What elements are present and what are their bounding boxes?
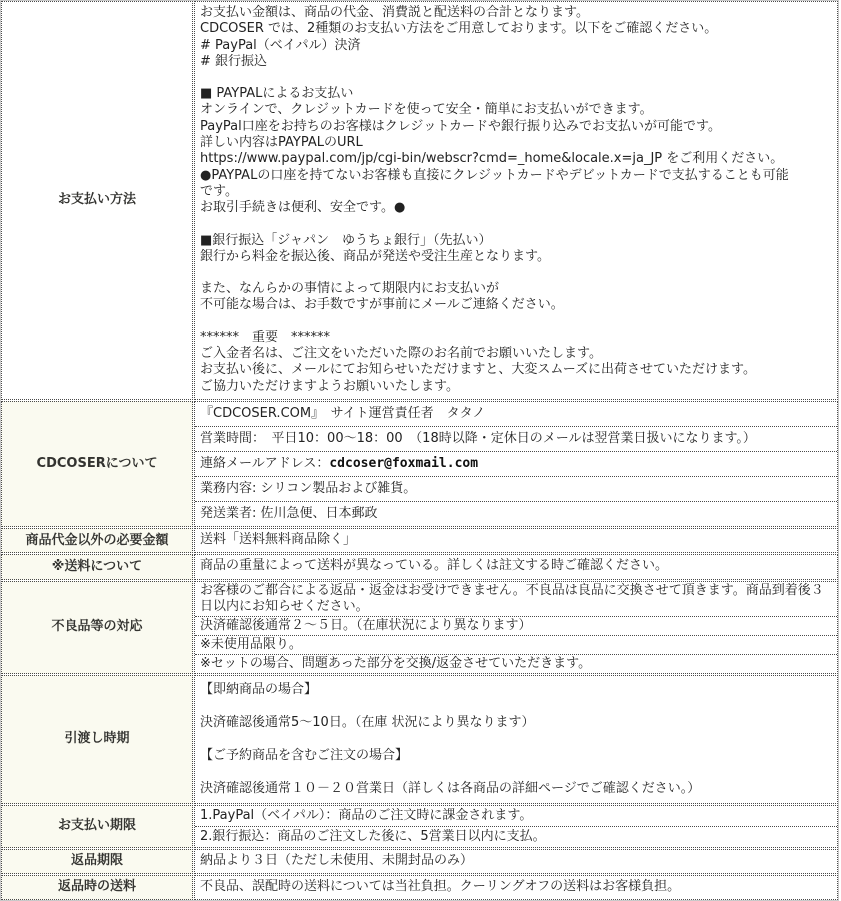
text-line: お支払い後に、メールにてお知らせいただけますと、大変スムーズに出荷させていただけます。 (200, 362, 757, 378)
section-header-cell: CDCOSERについて (1, 401, 193, 527)
sub-row: 1.PayPal（ベイパル）：商品のご注文時に課金されます。 (200, 807, 533, 823)
section-row (1, 675, 838, 804)
text-line: 【即納商品の場合】 (200, 681, 318, 697)
sub-row: ※セットの場合、問題あった部分を交換/返金させていただきます。 (195, 654, 837, 673)
contact-email-text: cdcoser@foxmail.com (329, 455, 479, 471)
sub-row: 業務内容: シリコン製品および雑貨。 (195, 476, 837, 501)
text-line (200, 217, 832, 233)
section-content-cell (194, 675, 838, 804)
text-line: # PayPal（ベイパル）決済 (200, 37, 361, 53)
section-header-cell: ※送料について (1, 554, 193, 579)
section-header-cell: お支払い期限 (1, 805, 193, 848)
text-line (200, 731, 832, 747)
sub-row: ※未使用品限り。 (195, 635, 837, 654)
text-line (200, 265, 832, 281)
paypal-url-text: https://www.paypal.com/jp/cgi-bin/webscr?cmd=_home&locale.x=ja_JP をご利用ください。 (200, 151, 784, 167)
section-header-cell: お支払い方法 (1, 1, 193, 400)
text-line: お支払い金額は、商品の代金、消費説と配送料の合計となります。 (200, 5, 589, 20)
section-row (1, 528, 838, 553)
sub-row: 決済確認後通常２～５日。（在庫状況により異なります） (195, 616, 837, 635)
section-content-cell (194, 849, 838, 874)
text-line: ****** 重要 ****** (200, 329, 331, 345)
text-line: です。 (200, 183, 238, 199)
text-line: ■ PAYPALによるお支払い (200, 86, 354, 102)
section-content-cell (194, 1, 838, 400)
section-header-cell: 引渡し時期 (1, 675, 193, 804)
text-line: 不良品、誤配時の送料については当社負担。クーリングオフの送料はお客様負担。 (200, 878, 681, 894)
text-line: 銀行から料金を振込後、商品が発送や受注生産となります。 (200, 248, 550, 264)
text-line: CDCOSER では、2種類のお支払い方法をご用意しております。以下をご確認ください。 (200, 21, 718, 37)
section-content-cell (194, 875, 838, 900)
section-header-cell: 返品時の送料 (1, 875, 193, 900)
text-line (200, 764, 832, 780)
section-header-cell: 不良品等の対応 (1, 581, 193, 674)
sub-row: 『CDCOSER.COM』 サイト運営責任者 タタノ (200, 405, 486, 421)
text-line: 不可能な場合は、お手数ですが事前にメールご連絡ください。 (200, 297, 564, 313)
section-row (1, 581, 838, 674)
sub-row: お客様のご都合による返品・返金はお受けできません。不良品は良品に交換させて頂きます。商品到着後３日以内にお知らせください。 (200, 582, 824, 614)
contact-email-label: 連絡メールアドレス： (200, 455, 330, 471)
text-line: # 銀行振込 (200, 53, 268, 69)
text-line: ご協力いただけますようお願いいたします。 (200, 378, 459, 394)
section-header-cell: 返品期限 (1, 849, 193, 874)
section-header-cell: 商品代金以外の必要金額 (1, 528, 193, 553)
sub-row: 営業時間： 平日10：00～18：00 （18時以降・定休日のメールは翌営業日扱いになります。） (195, 426, 837, 451)
section-content-cell (194, 581, 838, 674)
text-line: ●PAYPALの口座を持てないお客様も直接にクレジットカードやデビットカードで支払することも可能 (200, 167, 789, 183)
text-line: 【ご予約商品を含むご注文の場合】 (200, 747, 409, 763)
section-row (1, 554, 838, 579)
text-line (200, 70, 832, 86)
section-row (1, 805, 838, 848)
section-row (1, 1, 838, 400)
sub-row: 発送業者: 佐川急便、日本郵政 (195, 501, 837, 526)
text-line: また、なんらかの事情によって期限内にお支払いが (200, 281, 500, 297)
text-line: 納品より３日（ただし未使用、未開封品のみ） (200, 852, 474, 868)
text-line: 決済確認後通常１０－２０営業日（詳しくは各商品の詳細ページでご確認ください。） (200, 780, 701, 796)
text-line: ご入金者名は、ご注文をいただいた際のお名前でお願いいたします。 (200, 346, 602, 362)
text-line (200, 314, 832, 330)
text-line: 決済確認後通常5～10日。（在庫 状況により異なります） (200, 714, 535, 730)
text-line: ■銀行振込「ジャパン ゆうちょ銀行」（先払い） (200, 232, 492, 248)
section-row (1, 401, 838, 527)
section-content-cell (194, 554, 838, 579)
section-row (1, 875, 838, 900)
text-line: 詳しい内容はPAYPALのURL (200, 135, 363, 151)
section-row (1, 849, 838, 874)
text-line: お取引手続きは便利、安全です。● (200, 200, 406, 216)
text-line: オンラインで、クレジットカードを使って安全・簡単にお支払いができます。 (200, 102, 653, 118)
text-line: 送料「送料無料商品除く」 (200, 531, 357, 547)
sub-row (195, 451, 837, 476)
text-line: PayPal口座をお持ちのお客様はクレジットカードや銀行振り込みでお支払いが可能です。 (200, 118, 721, 134)
section-content-cell (194, 528, 838, 553)
section-content-cell (194, 401, 838, 527)
text-line (200, 698, 832, 714)
section-content-cell (194, 805, 838, 848)
sub-row: 2.銀行振込：商品のご注文した後に、5営業日以内に支払。 (195, 826, 837, 847)
text-line: 商品の重量によって送料が異なっている。詳しくは註文する時ご確認ください。 (200, 558, 669, 574)
